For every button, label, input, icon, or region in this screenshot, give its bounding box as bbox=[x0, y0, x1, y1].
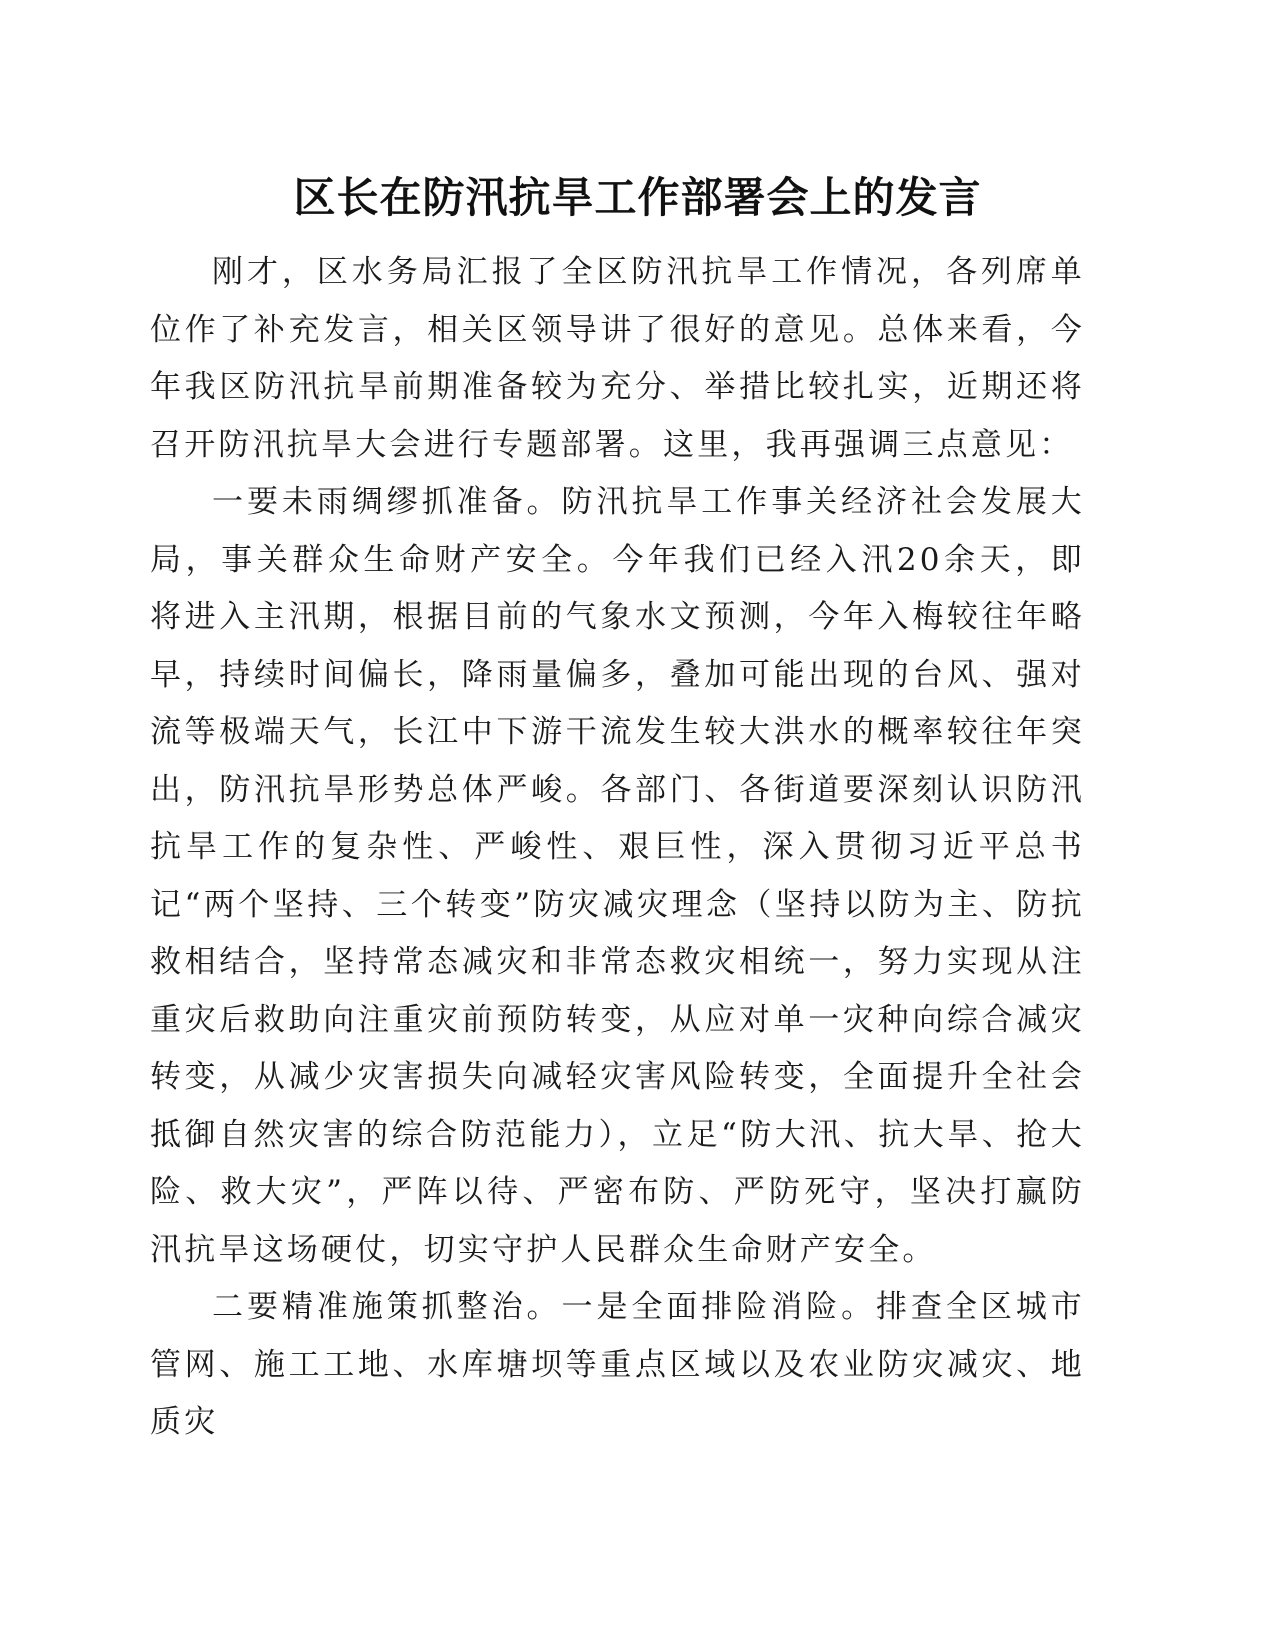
paragraph-point-two: 二要精准施策抓整治。一是全面排险消险。排查全区城市管网、施工工地、水库塘坝等重点区域以及农业防灾减灾、地质灾 bbox=[150, 1289, 1085, 1440]
document-title: 区长在防汛抗旱工作部署会上的发言 bbox=[293, 173, 982, 222]
paragraph-point-one: 一要未雨绸缪抓准备。防汛抗旱工作事关经济社会发展大局，事关群众生命财产安全。今年我们已经入汛20余天，即将进入主汛期，根据目前的气象水文预测，今年入梅较往年略早，持续时间偏长，降雨量偏多，叠加可能出现的台风、强对流等极端天气，长江中下游干流发生较大洪水的概率较往年突出，防汛抗旱形势总体严峻。各部门、各街道要深刻认识防汛抗旱工作的复杂性、严峻性、艰巨性，深入贯彻习近平总书记“两个坚持、三个转变”防灾减灾理念（坚持以防为主、防抗救相结合，坚持常态减灾和非常态救灾相统一，努力实现从注重灾后救助向注重灾前预防转变，从应对单一灾种向综合减灾转变，从减少灾害损失向减轻灾害风险转变，全面提升全社会抵御自然灾害的综合防范能力），立足“防大汛、抗大旱、抢大险、救大灾”，严阵以待、严密布防、严防死守，坚决打赢防汛抗旱这场硬仗，切实守护人民群众生命财产安全。 bbox=[150, 484, 1085, 1268]
paragraph-intro: 刚才，区水务局汇报了全区防汛抗旱工作情况，各列席单位作了补充发言，相关区领导讲了很好的意见。总体来看，今年我区防汛抗旱前期准备较为充分、举措比较扎实，近期还将召开防汛抗旱大会进行专题部署。这里，我再强调三点意见： bbox=[150, 254, 1085, 463]
document-body bbox=[150, 244, 1085, 1452]
